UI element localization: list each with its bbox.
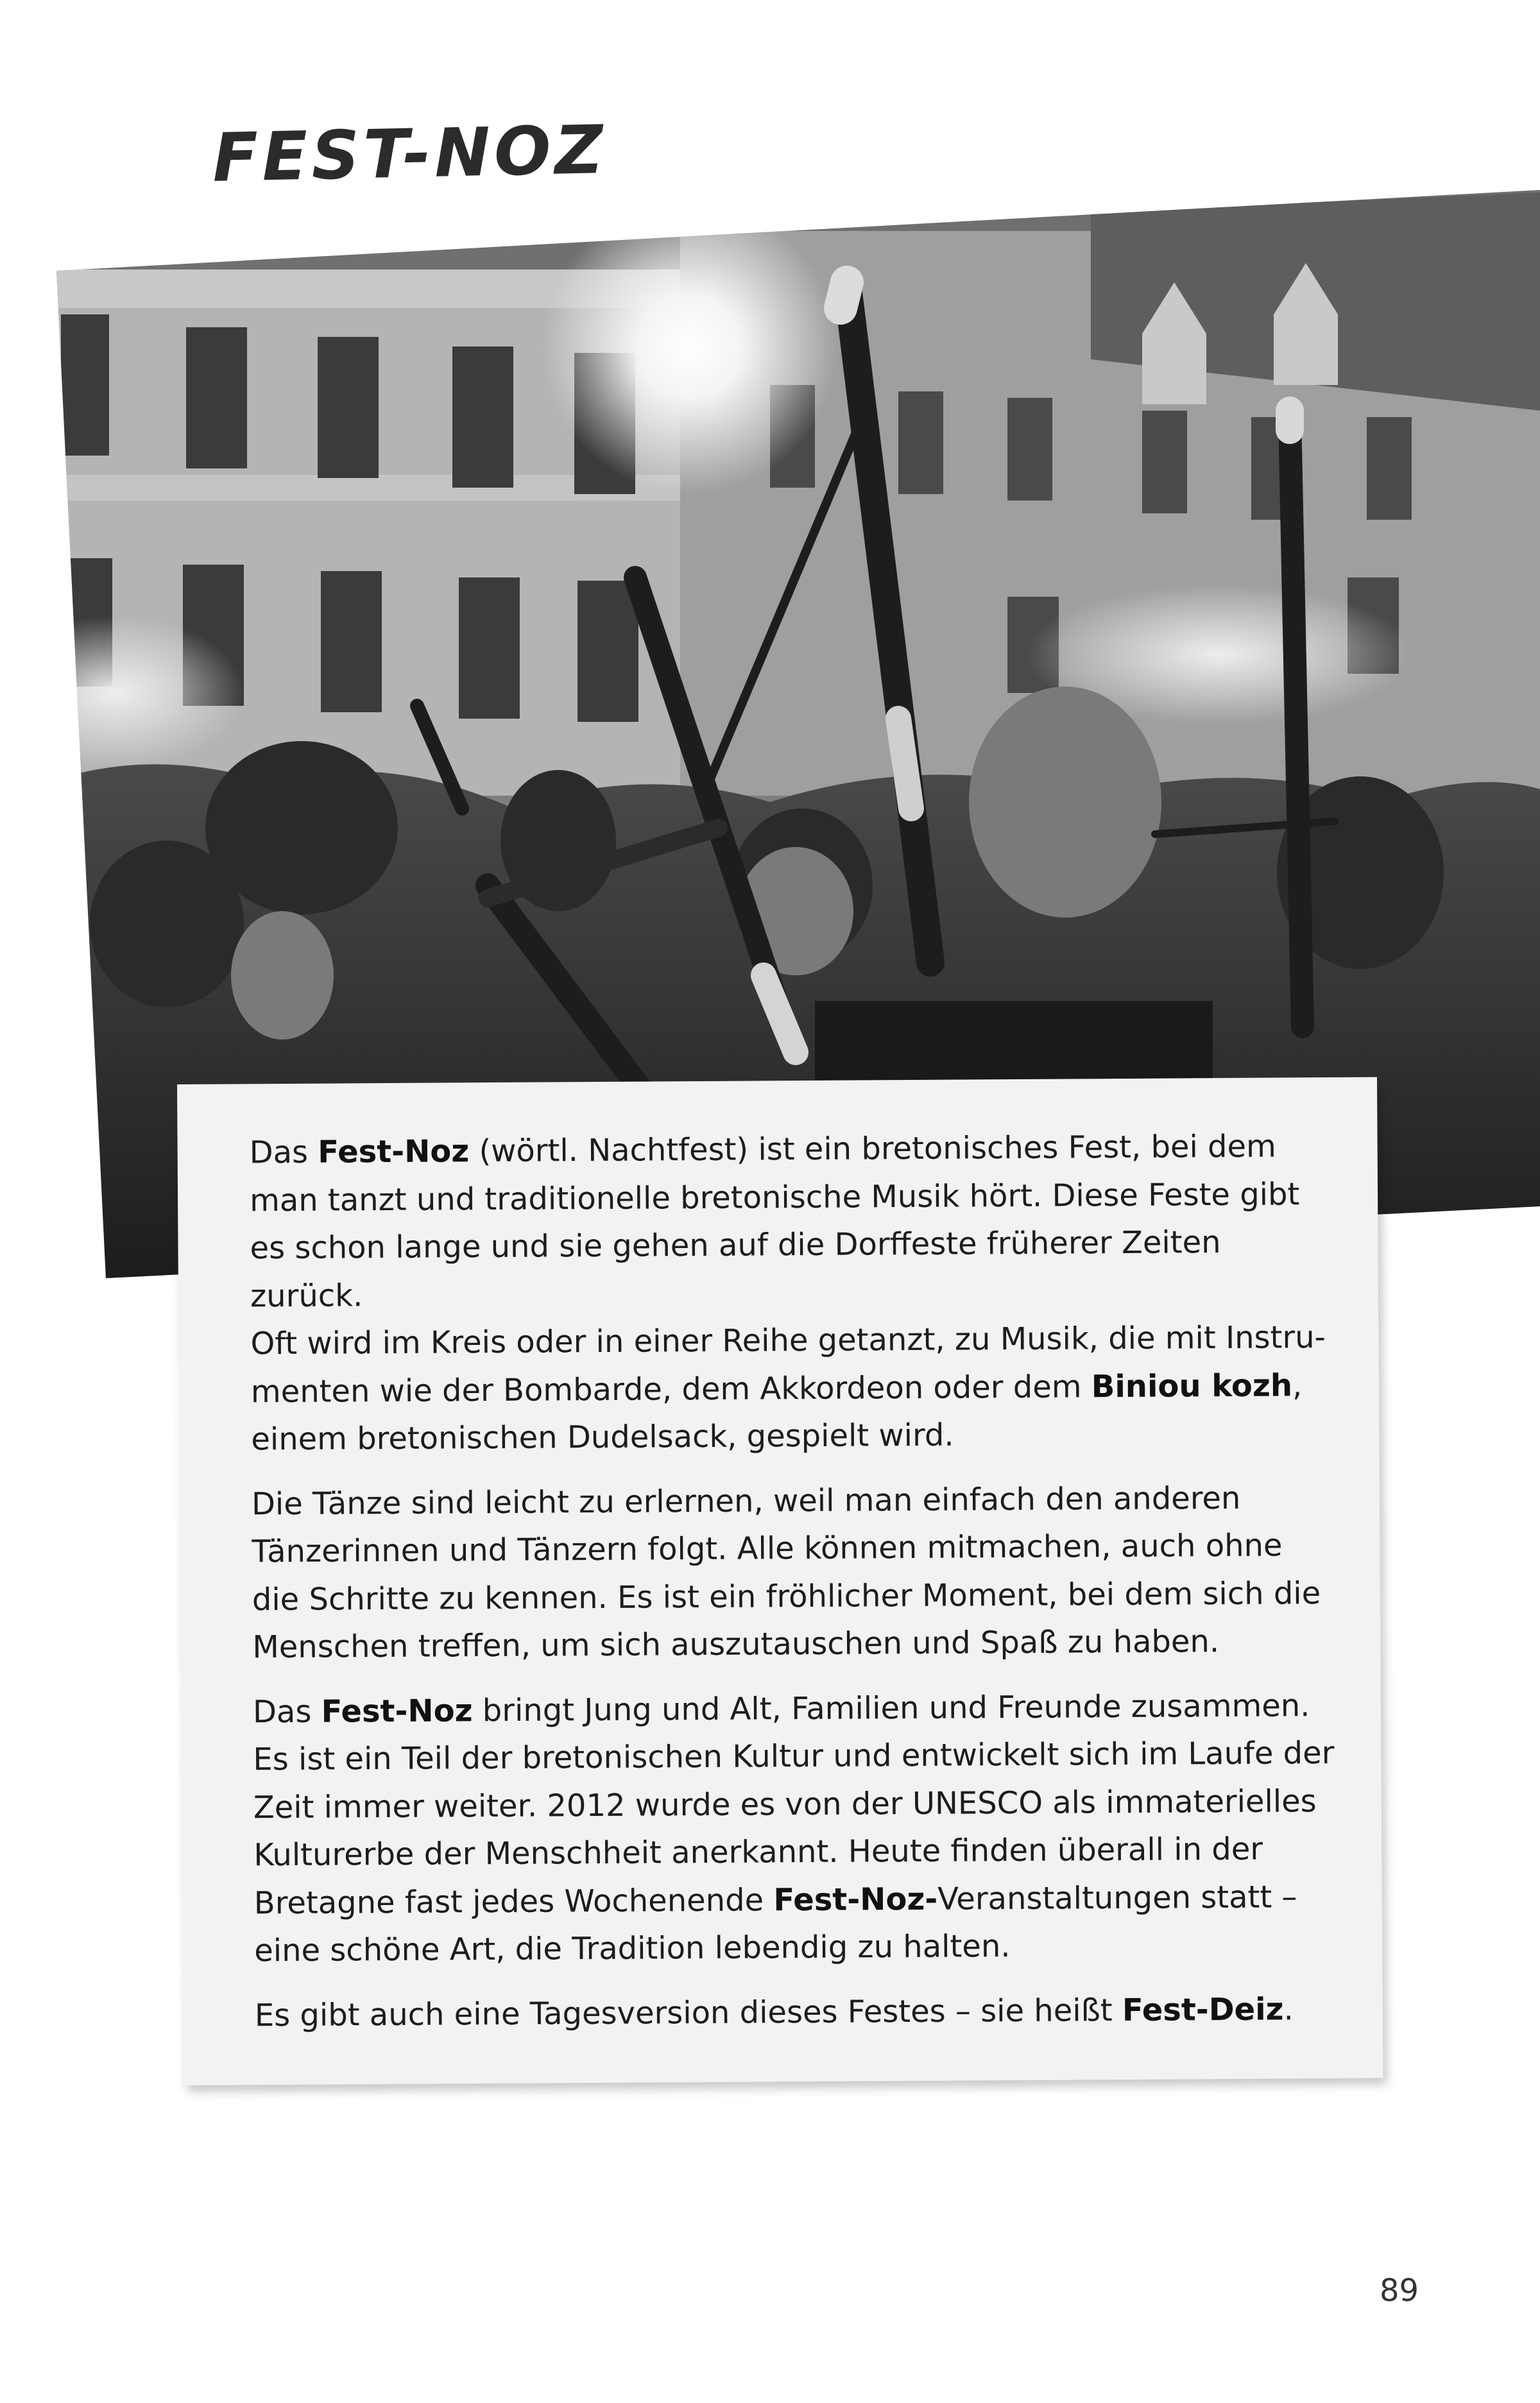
text-run: man tanzt und traditionelle bretonische Musik hört. Diese Feste gibt [249, 1176, 1300, 1219]
bold-term: Fest-Deiz [1122, 1990, 1284, 2028]
bold-term: Fest-Noz- [773, 1881, 938, 1918]
text-run: (wörtl. Nachtfest) ist ein bretonisches Fest, bei dem [469, 1128, 1276, 1170]
text-run: einem bretonischen Dudelsack, gespielt wird. [251, 1417, 954, 1458]
text-run: es schon lange und sie gehen auf die Dorffeste früherer Zeiten zurück. [250, 1224, 1221, 1314]
bold-term: Biniou kozh [1091, 1367, 1293, 1405]
text-run: die Schritte zu kennen. Es ist ein fröhlicher Moment, bei dem sich die [252, 1575, 1321, 1618]
text-run: Menschen treffen, um sich auszutauschen und Spaß zu haben. [252, 1623, 1220, 1666]
text-run: menten wie der Bombarde, dem Akkordeon oder dem [250, 1368, 1091, 1410]
text-run: Tänzerinnen und Tänzern folgt. Alle können mitmachen, auch ohne [252, 1527, 1283, 1570]
text-run: bringt Jung und Alt, Familien und Freunde zusammen. [472, 1687, 1310, 1729]
info-text-box [177, 1077, 1383, 2085]
paragraph [255, 1985, 1344, 2039]
text-run: , [1292, 1367, 1303, 1403]
text-run: Die Tänze sind leicht zu erlernen, weil man einfach den anderen [251, 1480, 1241, 1522]
text-run: Das [252, 1693, 321, 1730]
text-run: . [1283, 1990, 1294, 2027]
text-run: Es ist ein Teil der bretonischen Kultur und entwickelt sich im Laufe der [253, 1735, 1335, 1778]
text-run: Zeit immer weiter. 2012 wurde es von der UNESCO als immaterielles [253, 1783, 1317, 1826]
bold-term: Fest-Noz [321, 1692, 473, 1730]
text-run: Kulturerbe der Menschheit anerkannt. Heute finden überall in der [253, 1831, 1263, 1874]
text-run: Das [249, 1134, 318, 1171]
paragraph [252, 1473, 1342, 1671]
page-title: FEST-NOZ [212, 110, 608, 197]
text-run: Bretagne fast jedes Wochenende [253, 1881, 774, 1921]
paragraph [253, 1681, 1344, 1974]
paragraph [249, 1122, 1340, 1464]
text-run: Veranstaltungen statt – [937, 1878, 1297, 1917]
bold-term: Fest-Noz [318, 1133, 470, 1170]
page-number: 89 [1380, 2273, 1419, 2309]
text-run: Es gibt auch eine Tagesversion dieses Festes – sie heißt [254, 1992, 1123, 2033]
text-run: Oft wird im Kreis oder in einer Reihe getanzt, zu Musik, die mit Instru- [250, 1319, 1326, 1362]
text-run: eine schöne Art, die Tradition lebendig zu halten. [254, 1928, 1011, 1969]
